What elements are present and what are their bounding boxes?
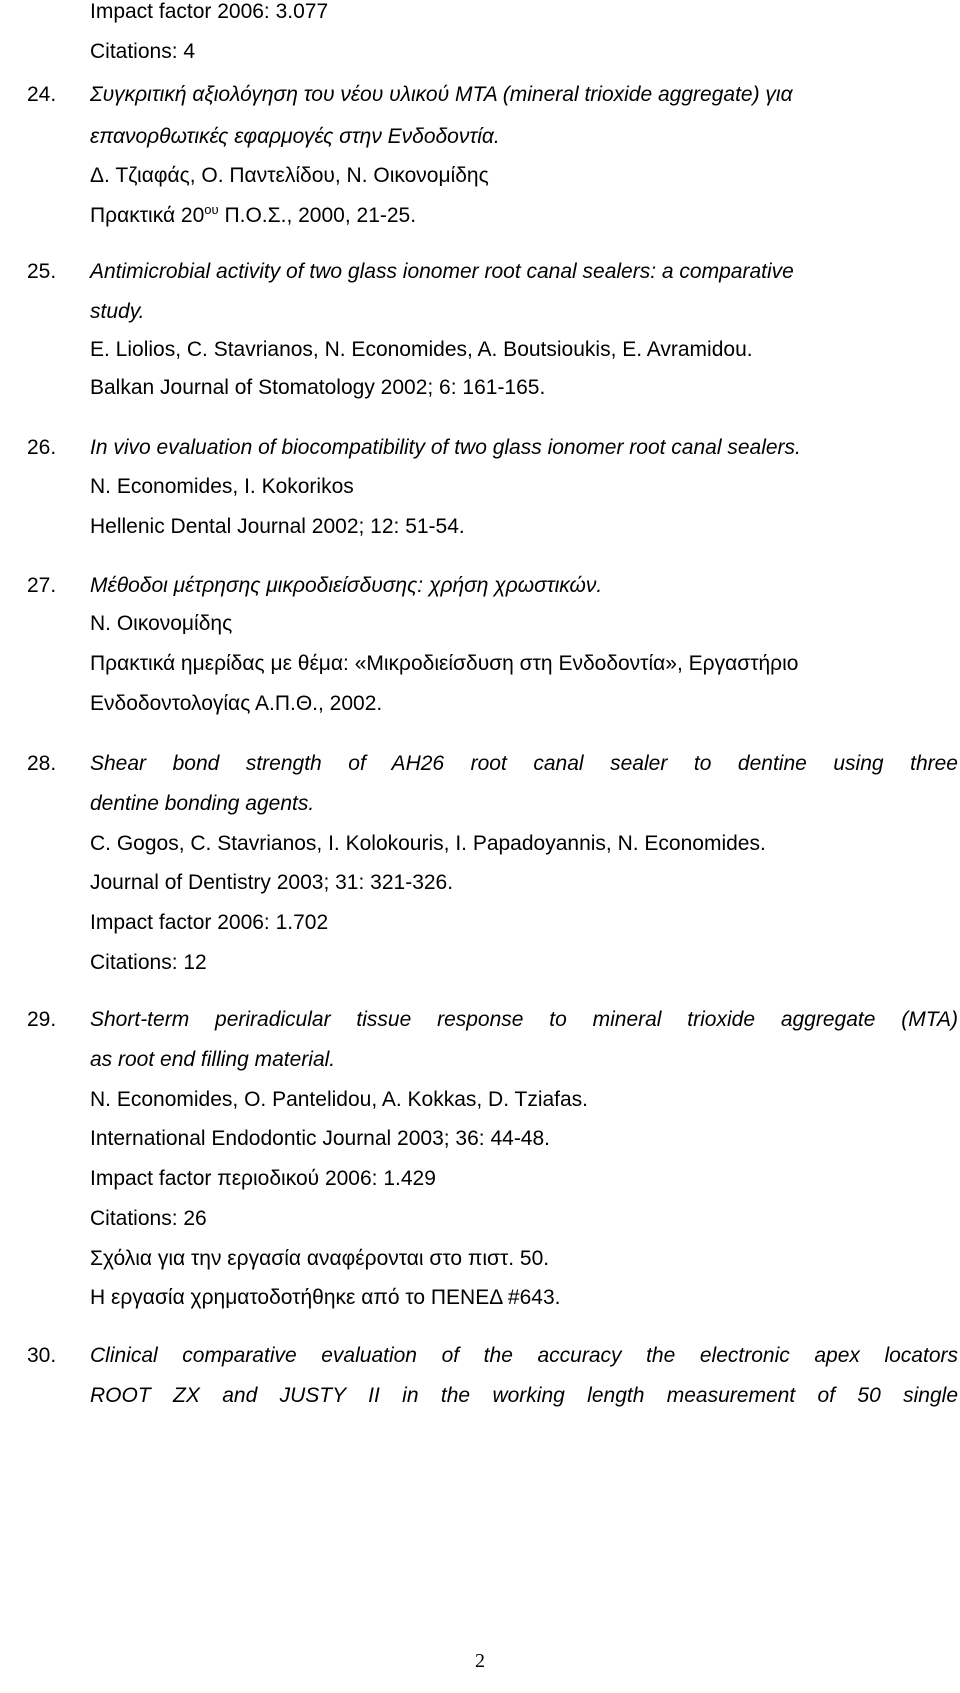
ref-number-29: 29. bbox=[27, 1008, 57, 1031]
ref-29-title-line-1: Short-term periradicular tissue response to mineral trioxide aggregate (MTA) bbox=[90, 1008, 958, 1031]
citations-line: Citations: 4 bbox=[90, 40, 196, 63]
ref-25-title-line-1: Antimicrobial activity of two glass ionomer root canal sealers: a comparative bbox=[90, 260, 794, 283]
ref-25-authors: E. Liolios, C. Stavrianos, N. Economides, A. Boutsioukis, E. Avramidou. bbox=[90, 338, 753, 361]
ref-25-title-line-2: study. bbox=[90, 300, 145, 323]
ref-29-note-funding: Η εργασία χρηματοδοτήθηκε από το ΠΕΝΕΔ #643. bbox=[90, 1286, 561, 1309]
ref-number-26: 26. bbox=[27, 436, 57, 459]
ref-28-title-line-1: Shear bond strength of AH26 root canal sealer to dentine using three bbox=[90, 752, 958, 775]
ref-29-title-line-2: as root end filling material. bbox=[90, 1048, 336, 1071]
ref-24-source bbox=[90, 204, 416, 228]
ref-29-citations: Citations: 26 bbox=[90, 1207, 207, 1230]
ref-28-authors: C. Gogos, C. Stavrianos, I. Kolokouris, I. Papadoyannis, N. Economides. bbox=[90, 832, 766, 855]
ref-number-28: 28. bbox=[27, 752, 57, 775]
ref-24-source-superscript: ου bbox=[204, 202, 219, 217]
ref-28-citations: Citations: 12 bbox=[90, 951, 207, 974]
ref-28-source: Journal of Dentistry 2003; 31: 321-326. bbox=[90, 871, 454, 894]
ref-29-note-comments: Σχόλια για την εργασία αναφέρονται στο πιστ. 50. bbox=[90, 1247, 550, 1270]
ref-number-30: 30. bbox=[27, 1344, 57, 1367]
ref-28-impact: Impact factor 2006: 1.702 bbox=[90, 911, 329, 934]
ref-29-source: International Endodontic Journal 2003; 36: 44-48. bbox=[90, 1127, 551, 1150]
ref-27-authors: Ν. Οικονομίδης bbox=[90, 612, 233, 635]
ref-30-title-line-1: Clinical comparative evaluation of the accuracy the electronic apex locators bbox=[90, 1344, 958, 1367]
ref-24-title-line-1: Συγκριτική αξιολόγηση του νέου υλικού MTA (mineral trioxide aggregate) για bbox=[90, 83, 793, 106]
ref-number-25: 25. bbox=[27, 260, 57, 283]
ref-30-title-line-2: ROOT ZX and JUSTY II in the working length measurement of 50 single bbox=[90, 1384, 958, 1407]
ref-25-source: Balkan Journal of Stomatology 2002; 6: 161-165. bbox=[90, 376, 546, 399]
impact-factor-line: Impact factor 2006: 3.077 bbox=[90, 0, 329, 23]
ref-number-27: 27. bbox=[27, 574, 57, 597]
ref-28-title-line-2: dentine bonding agents. bbox=[90, 792, 315, 815]
ref-27-source-line-1: Πρακτικά ημερίδας με θέμα: «Μικροδιείσδυση στη Ενδοδοντία», Εργαστήριο bbox=[90, 652, 799, 675]
ref-27-source-line-2: Ενδοδοντολογίας Α.Π.Θ., 2002. bbox=[90, 692, 383, 715]
ref-26-title: In vivo evaluation of biocompatibility of two glass ionomer root canal sealers. bbox=[90, 436, 801, 459]
ref-26-authors: N. Economides, I. Kokorikos bbox=[90, 475, 354, 498]
ref-24-authors: Δ. Τζιαφάς, Ο. Παντελίδου, Ν. Οικονομίδης bbox=[90, 164, 489, 187]
ref-29-impact: Impact factor περιοδικού 2006: 1.429 bbox=[90, 1167, 436, 1190]
page-number: 2 bbox=[475, 1650, 485, 1672]
ref-number-24: 24. bbox=[27, 83, 57, 106]
ref-24-title-line-2: επανορθωτικές εφαρμογές στην Ενδοδοντία. bbox=[90, 125, 500, 148]
ref-26-source: Hellenic Dental Journal 2002; 12: 51-54. bbox=[90, 515, 465, 538]
ref-24-source-main: Πρακτικά 20 bbox=[90, 204, 205, 227]
ref-24-source-rest: Π.Ο.Σ., 2000, 21-25. bbox=[218, 204, 417, 227]
ref-27-title: Μέθοδοι μέτρησης μικροδιείσδυσης: χρήση χρωστικών. bbox=[90, 574, 603, 597]
ref-29-authors: N. Economides, O. Pantelidou, A. Kokkas, D. Tziafas. bbox=[90, 1088, 589, 1111]
